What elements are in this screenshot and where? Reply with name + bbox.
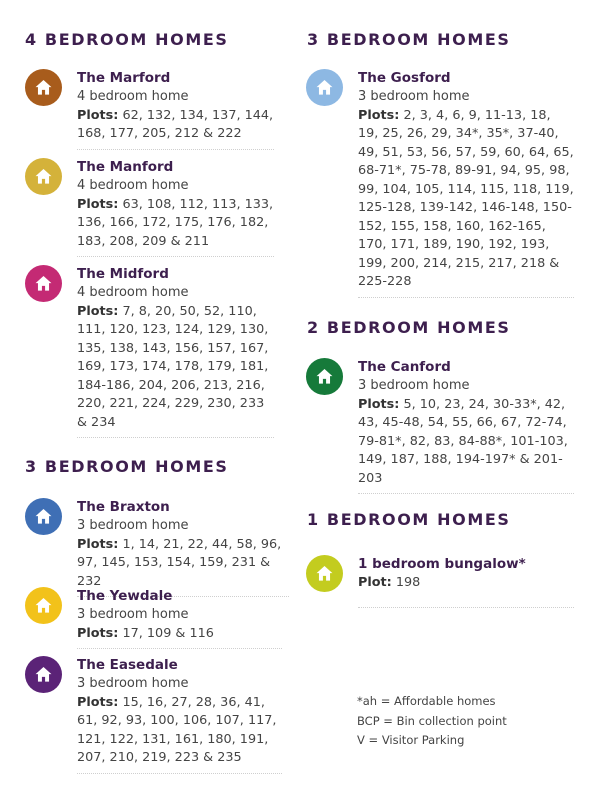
home-name: The Canford — [358, 359, 451, 375]
house-icon — [25, 498, 62, 535]
section-heading-1-bedroom: 1 BEDROOM HOMES — [307, 510, 511, 529]
home-type: 3 bedroom home — [358, 89, 470, 104]
plots-label: Plots: — [358, 107, 400, 123]
plots-list: 15, 16, 27, 28, 36, 41, 61, 92, 93, 100, 106, 107, 117, 121, 122, 131, 161, 180, 191, 207, 210, 219, 223 & 235 — [77, 694, 277, 765]
home-plots — [77, 196, 274, 252]
home-name: The Yewdale — [77, 588, 173, 604]
house-icon — [25, 265, 62, 302]
home-name: The Marford — [77, 70, 171, 86]
footnote-visitor-parking: V = Visitor Parking — [357, 733, 465, 747]
plots-list: 7, 8, 20, 50, 52, 110, 111, 120, 123, 124, 129, 130, 135, 138, 143, 156, 157, 167, 169, 173, 174, 178, 179, 181, 184-186, 204, 206, 213, 216, 220, 221, 224, 229, 230, 233 & 234 — [77, 303, 269, 430]
house-icon — [306, 69, 343, 106]
home-bungalow — [358, 555, 574, 608]
plots-label: Plot: — [358, 575, 392, 590]
home-plots — [77, 107, 274, 144]
home-name: The Easedale — [77, 657, 178, 673]
home-type: 3 bedroom home — [77, 518, 189, 533]
home-plots — [77, 303, 274, 433]
home-plots — [358, 574, 574, 593]
house-icon — [25, 587, 62, 624]
home-name: The Braxton — [77, 499, 170, 515]
plots-label: Plots: — [77, 303, 119, 319]
plots-label: Plots: — [358, 396, 400, 412]
home-name: The Gosford — [358, 70, 451, 86]
footnote-affordable: *ah = Affordable homes — [357, 694, 496, 708]
plots-label: Plots: — [77, 536, 119, 552]
plots-list: 2, 3, 4, 6, 9, 11-13, 18, 19, 25, 26, 29, 34*, 35*, 37-40, 49, 51, 53, 56, 57, 59, 60, 64, 65, 68-71*, 75-78, 89-91, 94, 95, 98, 99, 104, 105, 114, 115, 118, 119, 125-128, 139-142, 146-148, 150-152, 155, 158, 160, 162-165, 170, 171, 189, 190, 192, 193, 199, 200, 214, 215, 217, 218 & 225-228 — [358, 107, 574, 289]
house-icon — [306, 555, 343, 592]
plots-list: 198 — [395, 575, 421, 590]
section-heading-3-bedroom: 3 BEDROOM HOMES — [25, 457, 229, 476]
home-type: 4 bedroom home — [77, 285, 189, 300]
plots-list: 63, 108, 112, 113, 133, 136, 166, 172, 175, 176, 182, 183, 208, 209 & 211 — [77, 196, 274, 249]
plots-label: Plots: — [77, 625, 119, 641]
home-name: The Manford — [77, 159, 174, 175]
house-icon — [306, 358, 343, 395]
home-braxton — [77, 498, 289, 597]
home-yewdale — [77, 587, 282, 649]
home-name: 1 bedroom bungalow* — [358, 556, 526, 572]
home-type: 3 bedroom home — [77, 607, 189, 622]
plots-list: 1, 14, 21, 22, 44, 58, 96, 97, 145, 153, 154, 159, 231 & 232 — [77, 536, 282, 589]
home-gosford — [358, 69, 574, 298]
plots-list: 5, 10, 23, 24, 30-33*, 42, 43, 45-48, 54, 55, 66, 67, 72-74, 79-81*, 82, 83, 84-88*, 101-103, 149, 187, 188, 194-197* & 201-203 — [358, 396, 568, 486]
plots-list: 62, 132, 134, 137, 144, 168, 177, 205, 212 & 222 — [77, 107, 274, 141]
house-icon — [25, 158, 62, 195]
section-heading-4-bedroom: 4 BEDROOM HOMES — [25, 30, 229, 49]
plots-label: Plots: — [77, 694, 119, 710]
home-easedale — [77, 656, 282, 774]
home-plots — [358, 396, 574, 489]
home-type: 4 bedroom home — [77, 178, 189, 193]
section-heading-2-bedroom: 2 BEDROOM HOMES — [307, 318, 511, 337]
plots-label: Plots: — [77, 196, 119, 212]
plots-list: 17, 109 & 116 — [122, 625, 214, 641]
home-type: 3 bedroom home — [77, 676, 189, 691]
home-plots — [77, 625, 282, 644]
home-plots — [77, 536, 289, 592]
home-midford — [77, 265, 274, 438]
home-plots — [358, 107, 574, 292]
home-name: The Midford — [77, 266, 169, 282]
house-icon — [25, 69, 62, 106]
house-icon — [25, 656, 62, 693]
home-type: 4 bedroom home — [77, 89, 189, 104]
home-marford — [77, 69, 274, 150]
footnote-bcp: BCP = Bin collection point — [357, 713, 507, 728]
home-manford — [77, 158, 274, 257]
home-canford — [358, 358, 574, 494]
plots-label: Plots: — [77, 107, 119, 123]
footnotes — [357, 692, 507, 751]
section-heading-3-bedroom-right: 3 BEDROOM HOMES — [307, 30, 511, 49]
home-plots — [77, 694, 282, 768]
home-type: 3 bedroom home — [358, 378, 470, 393]
